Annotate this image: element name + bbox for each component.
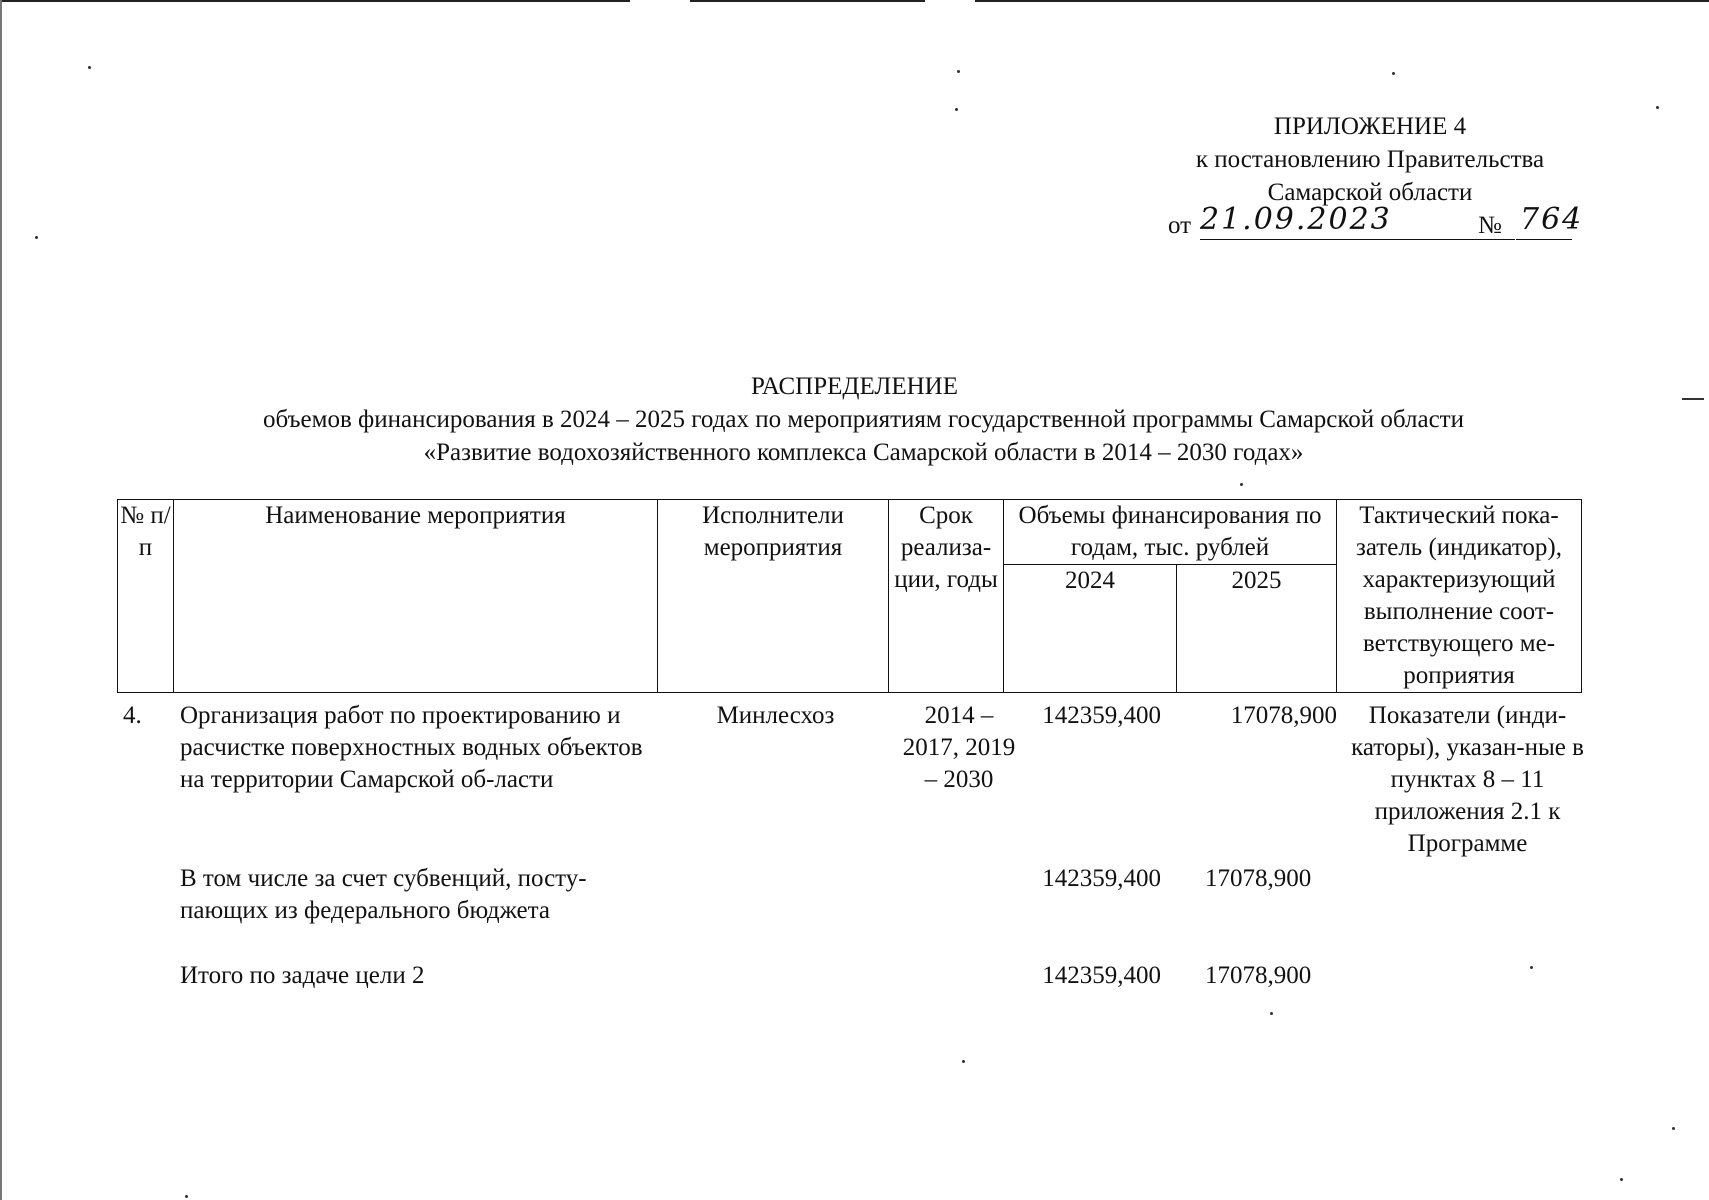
number-sign: №	[1478, 212, 1502, 239]
handwritten-date: 21.09.2023	[1200, 202, 1392, 237]
date-number-line	[1100, 202, 1640, 242]
funding-table-header	[117, 499, 1582, 693]
scan-speck	[1240, 483, 1243, 486]
row-amount-2025: 17078,900	[1230, 702, 1337, 729]
scan-speck	[1672, 1127, 1675, 1130]
scan-speck	[957, 70, 960, 73]
header-year-2025: 2025	[1177, 565, 1337, 693]
row-amount-2025: 17078,900	[1205, 865, 1312, 892]
scan-edge-top-left	[0, 0, 630, 2]
date-field	[1200, 202, 1515, 240]
header-funding: Объемы финансирования по годам, тыс. рублей	[1004, 500, 1337, 565]
header-year-2024: 2024	[1004, 565, 1177, 693]
document-title	[0, 370, 1709, 469]
scan-edge-left	[0, 0, 2, 1200]
scan-speck	[1620, 1178, 1623, 1181]
header-num: № п/п	[118, 500, 174, 693]
from-prefix: от	[1168, 212, 1192, 239]
row-amount-2024: 142359,400	[1042, 962, 1161, 989]
scan-speck	[1656, 106, 1659, 109]
title-main: РАСПРЕДЕЛЕНИЕ	[750, 373, 959, 400]
scan-speck	[962, 1060, 965, 1063]
scan-edge-top-right	[975, 0, 1709, 2]
region-line: Самарской области	[1267, 179, 1473, 206]
row-amount-2024: 142359,400	[1042, 702, 1161, 729]
appendix-label: ПРИЛОЖЕНИЕ 4	[1273, 113, 1467, 140]
scan-speck	[1392, 72, 1395, 75]
scan-speck	[185, 1195, 188, 1198]
header-indicator: Тактический пока-затель (индикатор), характеризующий выполнение соот-ветствующего ме-роприятия	[1337, 500, 1582, 693]
row-name: В том числе за счет субвенций, посту-пающих из федерального бюджета	[180, 865, 587, 924]
scan-speck	[88, 66, 91, 69]
scan-speck	[955, 108, 958, 111]
row-amount-2024: 142359,400	[1042, 865, 1161, 892]
scan-edge-top-mid	[690, 0, 925, 2]
approval-block	[1100, 110, 1640, 242]
title-program: «Развитие водохозяйственного комплекса Самарской области в 2014 – 2030 годах»	[423, 439, 1304, 466]
header-name: Наименование мероприятия	[174, 500, 658, 693]
scan-speck	[1270, 1012, 1273, 1015]
row-num: 4.	[123, 702, 142, 729]
row-term: 2014 – 2017, 2019 – 2030	[902, 702, 1016, 793]
scan-speck	[35, 236, 38, 239]
handwritten-number: 764	[1520, 202, 1584, 237]
header-executors: Исполнители мероприятия	[658, 500, 889, 693]
header-term: Срок реализа-ции, годы	[889, 500, 1004, 693]
row-name: Итого по задаче цели 2	[180, 962, 425, 989]
row-amount-2025: 17078,900	[1205, 962, 1312, 989]
resolution-line: к постановлению Правительства	[1195, 146, 1545, 173]
row-indicator: Показатели (инди-каторы), указан-ные в пунктах 8 – 11 приложения 2.1 к Программе	[1351, 702, 1584, 857]
number-field	[1516, 202, 1584, 240]
title-subtitle: объемов финансирования в 2024 – 2025 годах по мероприятиям государственной программы Самарской области	[263, 406, 1464, 433]
scan-speck	[1530, 966, 1533, 969]
row-executor: Минлесхоз	[716, 702, 835, 729]
row-name: Организация работ по проектированию и расчистке поверхностных водных объектов на территории Самарской об-ласти	[180, 702, 643, 793]
